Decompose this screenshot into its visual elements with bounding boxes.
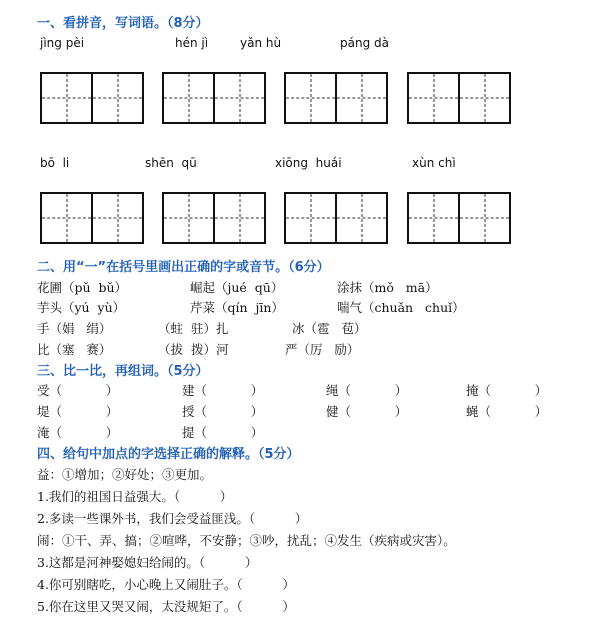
writing-box-8[interactable]: [407, 192, 511, 244]
word-blank[interactable]: 掩（ ）: [466, 383, 548, 398]
word-blank[interactable]: 受（ ）: [37, 383, 119, 398]
pinyin-8: xùn chì: [412, 156, 456, 170]
writing-box-5[interactable]: [40, 192, 144, 244]
choice-item[interactable]: 手（娟 绢）: [37, 321, 112, 336]
word-blank[interactable]: 堤（ ）: [37, 404, 119, 419]
choice-item[interactable]: 冰（雹 苞）: [292, 321, 367, 336]
word-blank[interactable]: 健（ ）: [326, 404, 408, 419]
writing-box-1[interactable]: [40, 72, 144, 124]
section3-title: 三、比一比，再组词。（5分）: [37, 364, 209, 379]
question-line[interactable]: 4.你可别瞎吃，小心晚上又闹肚子。（ ）: [37, 577, 295, 592]
choice-item[interactable]: 芋头（yú yù）: [37, 300, 126, 315]
section2-title: 二、用“一”在括号里画出正确的字或音节。（6分）: [37, 260, 330, 275]
question-line[interactable]: 5.你在这里又哭又闹，太没规矩了。（ ）: [37, 599, 295, 614]
pinyin-2: hén jì: [175, 36, 209, 50]
pinyin-4: páng dà: [340, 36, 389, 50]
word-blank[interactable]: 绳（ ）: [326, 383, 408, 398]
definition-line: 益：①增加；②好处；③更加。: [37, 467, 213, 482]
choice-item[interactable]: 芹菜（qín jīn）: [190, 300, 284, 315]
section1-title: 一、看拼音，写词语。（8分）: [37, 16, 209, 31]
word-blank[interactable]: 淹（ ）: [37, 425, 119, 440]
section4-title: 四、给句中加点的字选择正确的解释。（5分）: [37, 447, 300, 462]
choice-item[interactable]: 花圃（pǔ bǔ）: [37, 280, 128, 295]
pinyin-6: shēn qū: [145, 156, 197, 170]
choice-item[interactable]: （拔 拨）河: [158, 342, 229, 357]
pinyin-5: bō li: [40, 156, 70, 170]
question-line[interactable]: 3.这都是河神娶媳妇给闹的。（ ）: [37, 555, 258, 570]
choice-item[interactable]: （蛀 驻）扎: [158, 321, 229, 336]
definition-line: 闹：①干、弄、搞；②喧哗，不安静；③吵，扰乱；④发生（疾病或灾害）。: [37, 533, 456, 548]
word-blank[interactable]: 提（ ）: [182, 425, 264, 440]
word-blank[interactable]: 授（ ）: [182, 404, 264, 419]
writing-box-6[interactable]: [162, 192, 266, 244]
choice-item[interactable]: 涂抹（mǒ mā）: [337, 280, 438, 295]
choice-item[interactable]: 喘气（chuǎn chuǐ）: [337, 300, 465, 315]
pinyin-1: jìng pèi: [40, 36, 85, 50]
word-blank[interactable]: 蝇（ ）: [466, 404, 548, 419]
writing-box-3[interactable]: [284, 72, 388, 124]
pinyin-7: xiōng huái: [275, 156, 342, 170]
choice-item[interactable]: 严（厉 励）: [285, 342, 360, 357]
choice-item[interactable]: 比（塞 赛）: [37, 342, 112, 357]
writing-box-4[interactable]: [407, 72, 511, 124]
question-line[interactable]: 1.我们的祖国日益强大。（ ）: [37, 489, 233, 504]
question-line[interactable]: 2.多读一些课外书，我们会受益匪浅。（ ）: [37, 511, 308, 526]
pinyin-3: yǎn hù: [240, 36, 282, 50]
writing-box-7[interactable]: [284, 192, 388, 244]
word-blank[interactable]: 建（ ）: [182, 383, 264, 398]
choice-item[interactable]: 崛起（jué qū）: [190, 280, 284, 295]
writing-box-2[interactable]: [162, 72, 266, 124]
